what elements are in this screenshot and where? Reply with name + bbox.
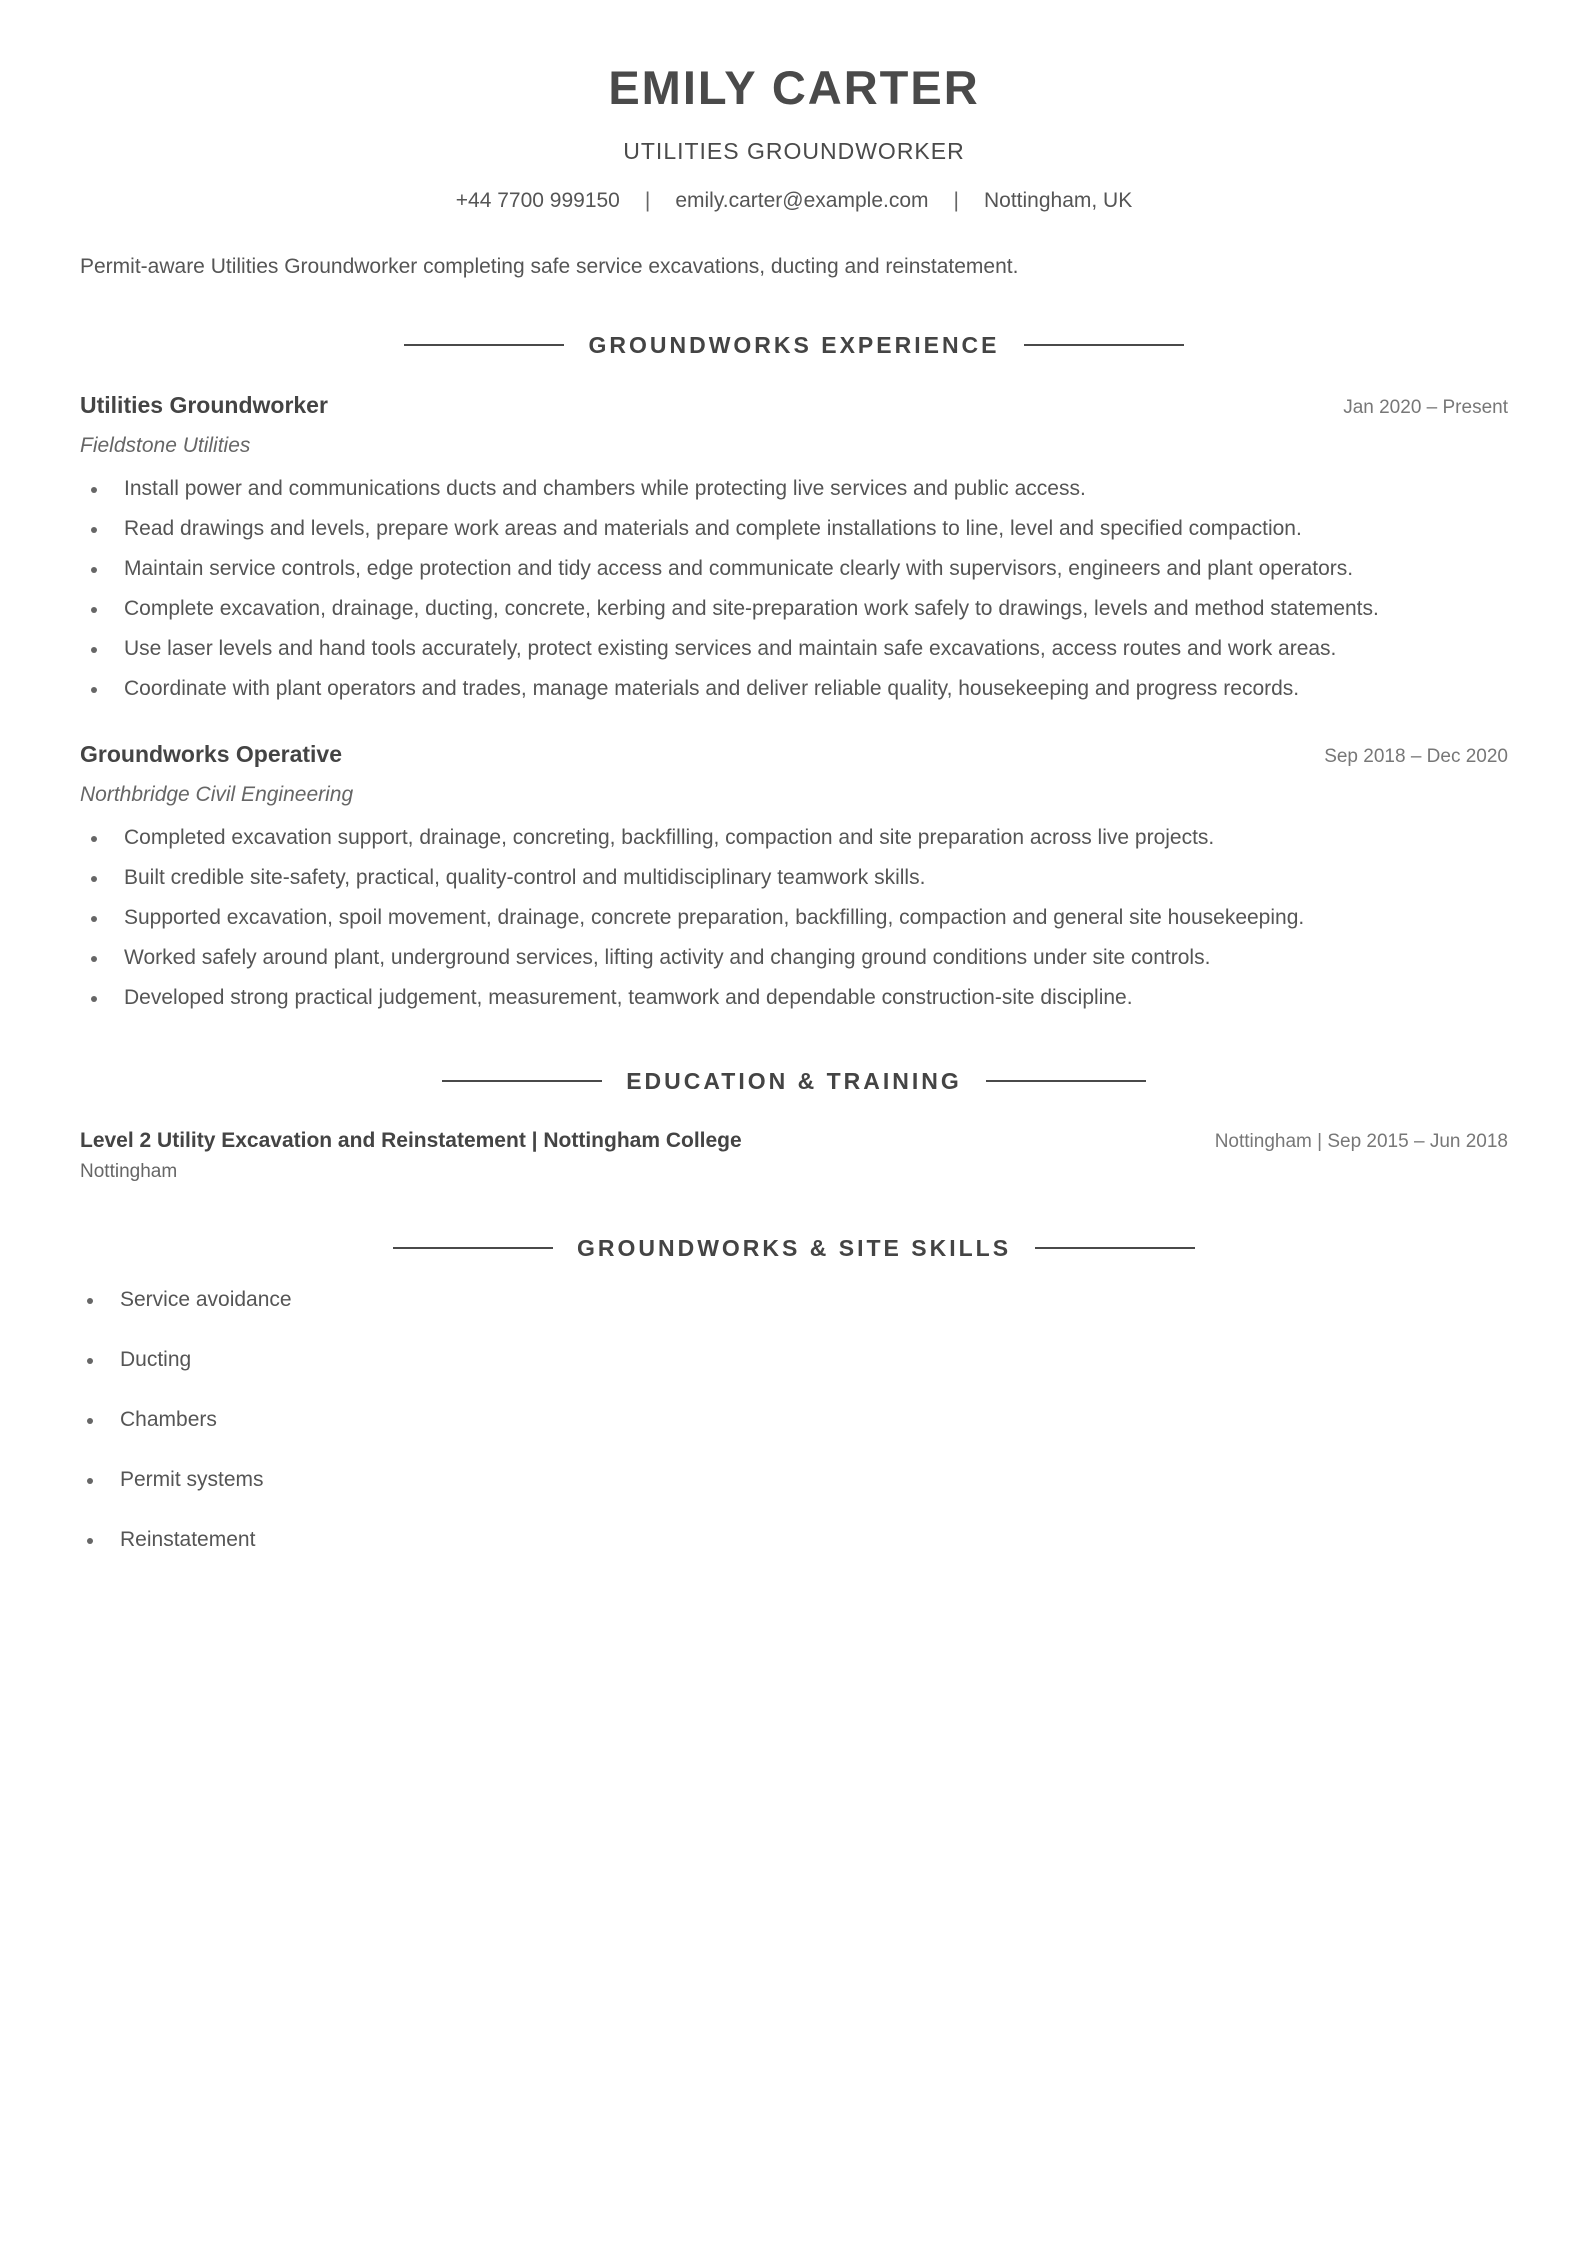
- section-title: GROUNDWORKS & SITE SKILLS: [576, 1235, 1012, 1261]
- education-location: Nottingham: [80, 1161, 178, 1182]
- bullet-icon: [91, 647, 97, 653]
- bullet-icon: [87, 1358, 93, 1364]
- bullet-icon: [87, 1418, 93, 1424]
- list-item: [80, 469, 1508, 509]
- heading-rule-left: [404, 344, 564, 346]
- list-item: [80, 938, 1508, 978]
- qualification-title: Level 2 Utility Excavation and Reinstatement | Nottingham College: [80, 1129, 742, 1152]
- skill-text: Service avoidance: [120, 1288, 292, 1311]
- list-item: [80, 589, 1508, 629]
- bullet-text: Developed strong practical judgement, measurement, teamwork and dependable construction-site discipline.: [124, 986, 1133, 1009]
- job-dates: Sep 2018 – Dec 2020: [1324, 746, 1508, 767]
- section-title: EDUCATION & TRAINING: [626, 1068, 962, 1094]
- bullet-icon: [91, 607, 97, 613]
- bullet-icon: [91, 876, 97, 882]
- bullet-icon: [91, 487, 97, 493]
- bullet-icon: [87, 1298, 93, 1304]
- job-title: Groundworks Operative: [80, 741, 343, 767]
- bullet-icon: [91, 567, 97, 573]
- list-item: [80, 898, 1508, 938]
- location: Nottingham, UK: [983, 189, 1133, 212]
- bullet-text: Coordinate with plant operators and trades, manage materials and deliver reliable quality, housekeeping and progress records.: [124, 677, 1300, 700]
- job-dates: Jan 2020 – Present: [1343, 397, 1508, 418]
- bullet-text: Install power and communications ducts and chambers while protecting live services and public access.: [124, 477, 1086, 500]
- job-entry: [80, 390, 1508, 709]
- list-item: [80, 549, 1508, 589]
- section-heading-experience: [80, 330, 1508, 360]
- bullet-text: Maintain service controls, edge protection and tidy access and communicate clearly with supervisors, engineers and plant operators.: [124, 557, 1354, 580]
- heading-rule-left: [393, 1247, 553, 1249]
- company-name: Northbridge Civil Engineering: [80, 783, 354, 806]
- candidate-title: UTILITIES GROUNDWORKER: [623, 138, 965, 164]
- skill-text: Reinstatement: [120, 1528, 256, 1551]
- bullet-icon: [91, 916, 97, 922]
- education-meta: Nottingham | Sep 2015 – Jun 2018: [1214, 1131, 1508, 1152]
- bullet-text: Read drawings and levels, prepare work areas and materials and complete installations to line, level and specified compaction.: [124, 517, 1302, 540]
- contact-line: [80, 186, 1508, 216]
- heading-rule-right: [1024, 344, 1184, 346]
- list-item: [80, 669, 1508, 709]
- contact-separator: |: [644, 189, 651, 212]
- list-item: [80, 1465, 1508, 1495]
- section-title: GROUNDWORKS EXPERIENCE: [588, 332, 1000, 358]
- education-entry: [80, 1126, 1508, 1185]
- list-item: [80, 1525, 1508, 1555]
- section-heading-education: [80, 1066, 1508, 1096]
- bullet-icon: [87, 1538, 93, 1544]
- skill-text: Permit systems: [120, 1468, 264, 1491]
- bullet-icon: [91, 687, 97, 693]
- bullet-icon: [91, 527, 97, 533]
- heading-rule-left: [442, 1080, 602, 1082]
- company-name: Fieldstone Utilities: [80, 434, 251, 457]
- list-item: [80, 818, 1508, 858]
- list-item: [80, 858, 1508, 898]
- bullet-text: Worked safely around plant, underground services, lifting activity and changing ground conditions under site controls.: [124, 946, 1211, 969]
- email-address: emily.carter@example.com: [675, 189, 929, 212]
- list-item: [80, 509, 1508, 549]
- resume-header: [80, 0, 1508, 216]
- list-item: [80, 1405, 1508, 1435]
- section-heading-skills: [80, 1233, 1508, 1263]
- list-item: [80, 978, 1508, 1018]
- job-bullets: [80, 818, 1508, 1018]
- job-title: Utilities Groundworker: [80, 392, 328, 418]
- list-item: [80, 1345, 1508, 1375]
- phone-number: +44 7700 999150: [455, 189, 620, 212]
- bullet-icon: [87, 1478, 93, 1484]
- job-entry: [80, 739, 1508, 1018]
- bullet-text: Use laser levels and hand tools accurately, protect existing services and maintain safe excavations, access routes and work areas.: [124, 637, 1337, 660]
- contact-separator: |: [953, 189, 959, 212]
- skill-text: Ducting: [120, 1348, 192, 1371]
- bullet-text: Built credible site-safety, practical, quality-control and multidisciplinary teamwork skills.: [124, 866, 926, 889]
- bullet-icon: [91, 956, 97, 962]
- list-item: [80, 1285, 1508, 1315]
- list-item: [80, 629, 1508, 669]
- job-bullets: [80, 469, 1508, 709]
- professional-summary: Permit-aware Utilities Groundworker completing safe service excavations, ducting and reinstatement.: [80, 255, 1019, 278]
- bullet-icon: [91, 996, 97, 1002]
- skills-list: [80, 1285, 1508, 1555]
- bullet-text: Completed excavation support, drainage, concreting, backfilling, compaction and site preparation across live projects.: [124, 826, 1215, 849]
- education-header: [80, 1126, 1508, 1157]
- heading-rule-right: [986, 1080, 1146, 1082]
- bullet-text: Supported excavation, spoil movement, drainage, concrete preparation, backfilling, compaction and general site housekeeping.: [124, 906, 1305, 929]
- job-header: [80, 390, 1508, 423]
- job-header: [80, 739, 1508, 772]
- bullet-icon: [91, 836, 97, 842]
- bullet-text: Complete excavation, drainage, ducting, concrete, kerbing and site-preparation work safely to drawings, levels and method statements.: [124, 597, 1379, 620]
- skill-text: Chambers: [120, 1408, 217, 1431]
- heading-rule-right: [1035, 1247, 1195, 1249]
- candidate-name: EMILY CARTER: [608, 61, 980, 114]
